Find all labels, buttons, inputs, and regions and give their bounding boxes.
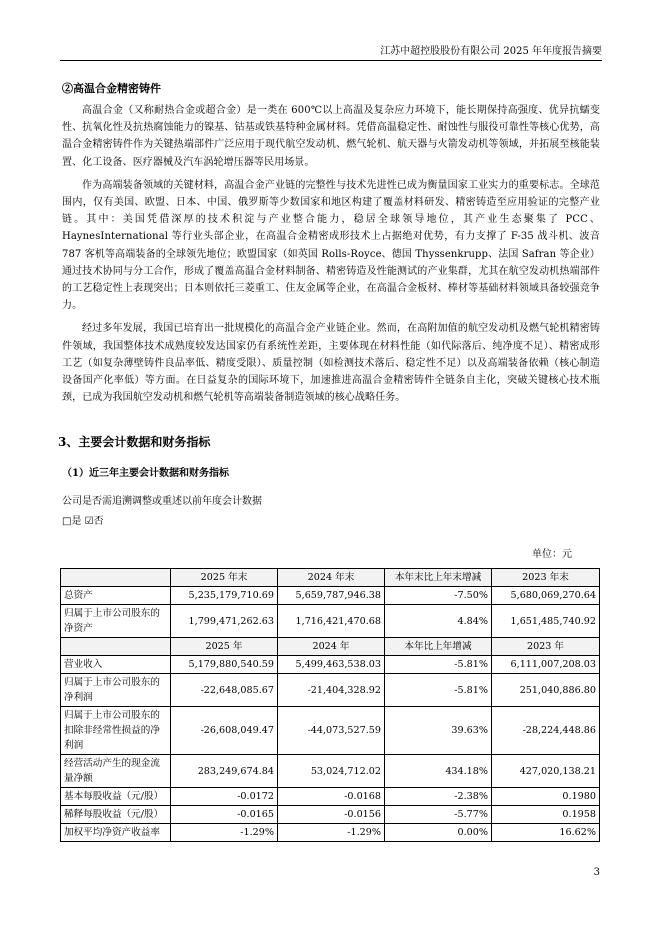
- table-cell: -1.29%: [278, 824, 385, 842]
- financial-table: [60, 568, 600, 842]
- subsection-title-superalloy: ②高温合金精密铸件: [62, 82, 161, 95]
- table-row: [61, 587, 600, 605]
- retro-question: 公司是否需追溯调整或重述以前年度会计数据: [62, 496, 262, 508]
- table-cell: -44,073,527.59: [278, 707, 385, 755]
- table-cell: -0.0168: [278, 788, 385, 806]
- section-title-accounting: 3、主要会计数据和财务指标: [58, 435, 211, 450]
- row-label: [61, 569, 171, 587]
- document-body: [58, 70, 600, 842]
- table-cell: -26,608,049.47: [171, 707, 278, 755]
- subsection-title-three-year: （1）近三年主要会计数据和财务指标: [62, 468, 229, 480]
- row-label: 基本每股收益（元/股）: [61, 788, 171, 806]
- table-cell: 53,024,712.02: [278, 755, 385, 788]
- table-row: [61, 806, 600, 824]
- table-cell: 5,659,787,946.38: [278, 587, 385, 605]
- table-cell: -5.77%: [385, 806, 492, 824]
- table-cell: 434.18%: [385, 755, 492, 788]
- table-cell: 0.1958: [492, 806, 600, 824]
- table-cell: -0.0172: [171, 788, 278, 806]
- table-cell: 6,111,007,208.03: [492, 656, 600, 674]
- table-cell: 0.00%: [385, 824, 492, 842]
- table-cell: -1.29%: [171, 824, 278, 842]
- unit-label: 单位：元: [532, 549, 572, 561]
- table-cell: 本年末比上年末增减: [385, 569, 492, 587]
- row-label: 总资产: [61, 587, 171, 605]
- table-cell: 2024 年末: [278, 569, 385, 587]
- row-label: 经营活动产生的现金流量净额: [61, 755, 171, 788]
- table-cell: 1,716,421,470.68: [278, 605, 385, 638]
- table-cell: -2.38%: [385, 788, 492, 806]
- table-cell: 283,249,674.84: [171, 755, 278, 788]
- table-cell: 1,651,485,740.92: [492, 605, 600, 638]
- row-label: 归属于上市公司股东的净利润: [61, 674, 171, 707]
- table-cell: 5,499,463,538.03: [278, 656, 385, 674]
- paragraph-3: 经过多年发展，我国已培育出一批规模化的高温合金产业链企业。然而，在高附加值的航空发动机及燃气轮机精密铸件领域，我国整体技术成熟度较发达国家仍有系统性差距，主要体现在材料性能（如代际落后、纯净度不足）、精密成形工艺（如复杂薄壁铸件良品率低、精度受限）、质量控制（如检测技术落后、稳定性不足）以及高端装备依赖（核心制造设备国产化率低）等方面。在日益复杂的国际环境下，加速推进高温合金精密铸件全链条自主化，突破关键核心技术瓶颈，已成为我国航空发动机和燃气轮机等高端装备制造领域的核心战略任务。: [62, 323, 600, 404]
- table-cell: -28,224,448.86: [492, 707, 600, 755]
- table-cell: -22,648,085.67: [171, 674, 278, 707]
- row-label: 归属于上市公司股东的净资产: [61, 605, 171, 638]
- table-cell: 2024 年: [278, 638, 385, 656]
- table-cell: 39.63%: [385, 707, 492, 755]
- table-cell: 251,040,886.80: [492, 674, 600, 707]
- table-row: [61, 788, 600, 806]
- table-cell: 0.1980: [492, 788, 600, 806]
- row-label: 营业收入: [61, 656, 171, 674]
- table-cell: 2025 年末: [171, 569, 278, 587]
- table-cell: -7.50%: [385, 587, 492, 605]
- table-cell: 本年比上年增减: [385, 638, 492, 656]
- page-number: 3: [593, 867, 600, 878]
- table-row: [61, 824, 600, 842]
- table-row: [61, 605, 600, 638]
- table-cell: -21,404,328.92: [278, 674, 385, 707]
- table-cell: 4.84%: [385, 605, 492, 638]
- table-cell: -0.0156: [278, 806, 385, 824]
- table-cell: 1,799,471,262.63: [171, 605, 278, 638]
- table-cell: 5,680,069,270.64: [492, 587, 600, 605]
- row-label: 归属于上市公司股东的扣除非经常性损益的净利润: [61, 707, 171, 755]
- table-cell: 5,235,179,710.69: [171, 587, 278, 605]
- table-row: [61, 674, 600, 707]
- retro-answer: □是 ☑否: [62, 516, 104, 528]
- table-cell: -5.81%: [385, 656, 492, 674]
- row-label: 稀释每股收益（元/股）: [61, 806, 171, 824]
- table-cell: -0.0165: [171, 806, 278, 824]
- table-cell: 427,020,138.21: [492, 755, 600, 788]
- row-label: [61, 638, 171, 656]
- table-header-row: [61, 569, 600, 587]
- table-cell: 2023 年: [492, 638, 600, 656]
- paragraph-2: 作为高端装备领域的关键材料，高温合金产业链的完整性与技术先进性已成为衡量国家工业实力的重要标志。全球范围内，仅有美国、欧盟、日本、中国、俄罗斯等少数国家和地区构建了覆盖材料研发、精密铸造至应用验证的完整产业链。其中：美国凭借深厚的技术积淀与产业整合能力，稳居全球领导地位，其产业生态聚集了 PCC、HaynesInternational 等行业头部企业，在高温合金精密成形技术上占据绝对优势，有力支撑了 F-35 战斗机、波音 787 客机等高端装备的全球领先地位；欧盟国家（如英国 Rolls-Royce、德国 Thyssenkrupp、法国 Safran 等企业）通过技术协同与分工合作，形成了覆盖高温合金材料制备、精密铸造及性能测试的产业集群，尤其在航空发动机热端部件的工艺稳定性上表现突出；日本则依托三菱重工、住友金属等企业，在高温合金板材、棒材等基础材料领域具备较强竞争力。: [62, 179, 600, 312]
- page-header: 江苏中超控股股份有限公司 2025 年年度报告摘要: [60, 42, 602, 61]
- table-row: [61, 707, 600, 755]
- table-cell: -5.81%: [385, 674, 492, 707]
- table-cell: 2023 年末: [492, 569, 600, 587]
- table-row: [61, 656, 600, 674]
- paragraph-1: 高温合金（又称耐热合金或超合金）是一类在 600℃以上高温及复杂应力环境下，能长期保持高强度、优异抗蠕变性、抗氧化性及抗热腐蚀能力的镍基、钴基或铁基特种金属材料。凭借高温稳定性、耐蚀性与服役可靠性等核心优势，高温合金精密铸件作为关键热端部件广泛应用于现代航空发动机、燃气轮机、航天器与火箭发动机等领域，并拓展至核能装置、化工设备、医疗器械及汽车涡轮增压器等民用场景。: [62, 105, 600, 168]
- table-cell: 2025 年: [171, 638, 278, 656]
- table-cell: 16.62%: [492, 824, 600, 842]
- table-row: [61, 755, 600, 788]
- table-header-row: [61, 638, 600, 656]
- row-label: 加权平均净资产收益率: [61, 824, 171, 842]
- table-cell: 5,179,880,540.59: [171, 656, 278, 674]
